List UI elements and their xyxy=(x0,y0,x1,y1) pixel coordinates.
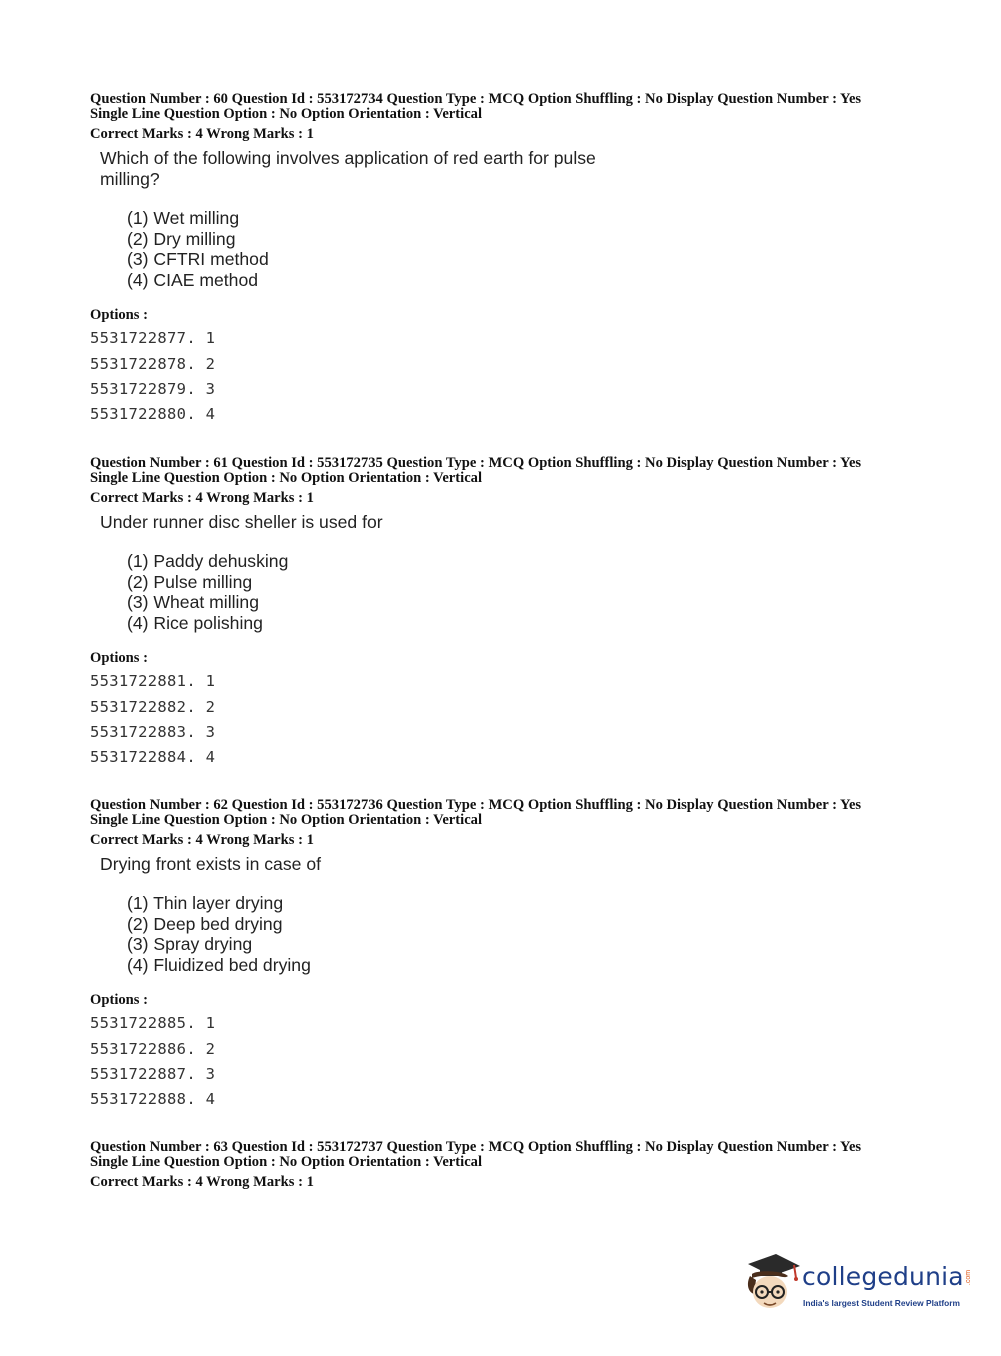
question-marks: Correct Marks : 4 Wrong Marks : 1 xyxy=(90,1174,314,1190)
brand-name: collegedunia xyxy=(802,1262,964,1291)
question-text: Drying front exists in case of xyxy=(100,854,321,874)
option-id-row: 5531722883. 3 xyxy=(90,722,216,741)
option-id-row: 5531722888. 4 xyxy=(90,1089,216,1108)
answer-choice: (3) Wheat milling xyxy=(127,592,259,613)
question-meta-line-2: Single Line Question Option : No Option Orientation : Vertical xyxy=(90,812,483,828)
answer-choice: (4) Fluidized bed drying xyxy=(127,954,311,975)
question-meta-line-2: Single Line Question Option : No Option Orientation : Vertical xyxy=(90,1154,483,1170)
option-id-row: 5531722884. 4 xyxy=(90,747,216,766)
option-list xyxy=(90,1011,940,1112)
question-meta xyxy=(90,92,940,142)
question-meta xyxy=(90,1140,940,1190)
option-id-row: 5531722879. 3 xyxy=(90,379,216,398)
question-meta-line-1: Question Number : 61 Question Id : 553172735 Question Type : MCQ Option Shuffling : No Display Question Number : Yes xyxy=(90,455,862,471)
question-block-61 xyxy=(90,456,940,770)
question-marks: Correct Marks : 4 Wrong Marks : 1 xyxy=(90,490,314,506)
question-text: Under runner disc sheller is used for xyxy=(100,512,383,532)
option-list xyxy=(90,326,940,427)
answer-choice: (2) Dry milling xyxy=(127,228,236,249)
brand-tagline: India's largest Student Review Platform xyxy=(803,1298,960,1308)
question-marks: Correct Marks : 4 Wrong Marks : 1 xyxy=(90,832,314,848)
options-label: Options : xyxy=(90,992,148,1009)
option-id-row: 5531722878. 2 xyxy=(90,354,216,373)
question-meta-line-1: Question Number : 62 Question Id : 553172736 Question Type : MCQ Option Shuffling : No Display Question Number : Yes xyxy=(90,797,862,813)
option-id-row: 5531722882. 2 xyxy=(90,697,216,716)
option-id-row: 5531722877. 1 xyxy=(90,329,216,348)
answer-choice: (3) CFTRI method xyxy=(127,249,269,270)
question-meta-line-2: Single Line Question Option : No Option Orientation : Vertical xyxy=(90,106,483,122)
collegedunia-watermark[interactable] xyxy=(742,1250,972,1322)
answer-choice: (3) Spray drying xyxy=(127,934,253,955)
question-block-62 xyxy=(90,798,940,1112)
question-block-60 xyxy=(90,92,940,427)
option-id-row: 5531722887. 3 xyxy=(90,1064,216,1083)
answer-choices xyxy=(127,893,940,975)
answer-choice: (2) Deep bed drying xyxy=(127,913,283,934)
graduate-mascot-icon xyxy=(742,1250,802,1314)
answer-choices xyxy=(127,551,940,633)
option-list xyxy=(90,669,940,770)
question-meta xyxy=(90,798,940,848)
question-meta xyxy=(90,456,940,506)
answer-choice: (2) Pulse milling xyxy=(127,571,253,592)
answer-choice: (1) Paddy dehusking xyxy=(127,551,289,571)
question-text: Which of the following involves application of red earth for pulse milling? xyxy=(100,148,596,189)
options-label: Options : xyxy=(90,307,148,324)
question-meta-line-2: Single Line Question Option : No Option Orientation : Vertical xyxy=(90,470,483,486)
answer-choice: (1) Wet milling xyxy=(127,208,240,228)
question-marks: Correct Marks : 4 Wrong Marks : 1 xyxy=(90,126,314,142)
option-id-row: 5531722880. 4 xyxy=(90,404,216,423)
question-block-63 xyxy=(90,1140,940,1190)
option-id-row: 5531722885. 1 xyxy=(90,1014,216,1033)
question-meta-line-1: Question Number : 63 Question Id : 553172737 Question Type : MCQ Option Shuffling : No Display Question Number : Yes xyxy=(90,1139,862,1155)
answer-choice: (1) Thin layer drying xyxy=(127,893,284,913)
option-id-row: 5531722886. 2 xyxy=(90,1039,216,1058)
question-meta-line-1: Question Number : 60 Question Id : 553172734 Question Type : MCQ Option Shuffling : No Display Question Number : Yes xyxy=(90,91,862,107)
option-id-row: 5531722881. 1 xyxy=(90,672,216,691)
answer-choice: (4) CIAE method xyxy=(127,269,259,290)
options-label: Options : xyxy=(90,650,148,667)
answer-choice: (4) Rice polishing xyxy=(127,612,263,633)
answer-choices xyxy=(127,208,940,290)
brand-suffix: .com xyxy=(965,1269,973,1286)
